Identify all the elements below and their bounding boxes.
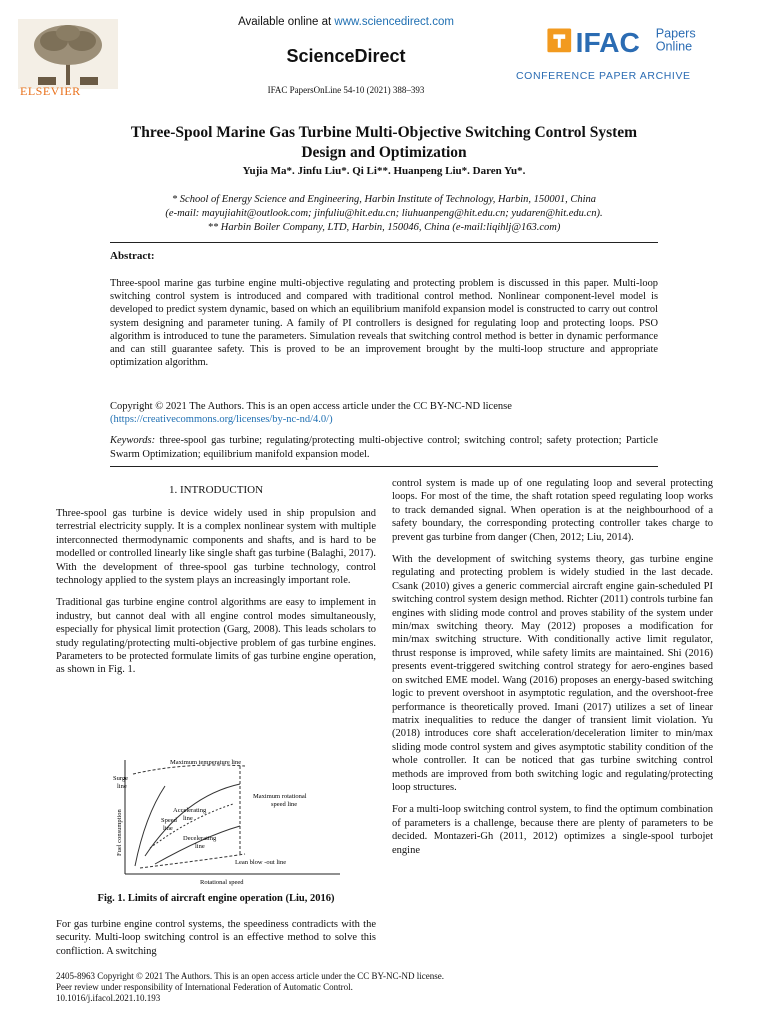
left-column-text bbox=[56, 507, 376, 686]
abstract-copyright bbox=[110, 400, 658, 426]
affiliation-2: ** Harbin Boiler Company, LTD, Harbin, 150046, China (e-mail:liqihlj@163.com) bbox=[207, 222, 561, 233]
figure-engine-limits bbox=[95, 756, 345, 886]
label-accel-line: line bbox=[183, 815, 193, 822]
paper-title bbox=[50, 123, 718, 163]
abstract-text: Three-spool marine gas turbine engine multi-objective regulating and protecting problem is discussed in this paper. Multi-loop switching control system is introduced and compared with traditional control method. Nonlinear component-level model is developed to predict system dynamic, based on which an equilibrium manifold expansion model is constructed to carry out control system designing and parameter tuning. A family of PI controllers is designed for regulating loop and protecting loops. PSO algorithm is introduced to tune the parameters. Simulation reveals that switching control method is better in dynamic performance and can still guarantee safety. This is proved to be an improvement brought by the multi-loop structure and appropriate optimization algorithm. bbox=[110, 278, 658, 369]
paragraph: With the development of switching systems theory, gas turbine engine regulating and protecting problem is widely studied in the last decade. Csank (2010) gives a generic commercial aircraft engine gain-scheduled PI switching control system design method. Richter (2011) controls turbine fan engines with sliding mode control and proves stability of the system under min/max switching theory. May (2012) proposes a modification for min/max switching structure. With conditionally active limit regulator, thrust response is improved, while safety limits are maintained. Shi (2016) presents event-triggered switching control strategy for aero-engines based on switched EME model. Wang (2016) proposes an energy-based switching logic to prevent overshoot in asymptotic regulation, and the overshoot-free performance is theoretically proved. Imani (2017) utilizes a set of linear matrix inequalities to reduce the danger of transient limit violation. Yu (2018) introduces core shaft acceleration/deceleration limiter to min/max sliding mode control system and gives asymptotic stability condition of the whole controller. It can be noticed that gas turbine switching control methods are improved from both switching logic and regulating/protecting loop structures. bbox=[392, 554, 713, 793]
footer-issn: 2405-8963 Copyright © 2021 The Authors. This is an open access article under the CC BY-NC-ND license. bbox=[56, 971, 444, 981]
label-lean: Lean blow -out line bbox=[235, 859, 287, 866]
title-line-2: Design and Optimization bbox=[301, 144, 467, 161]
footer-doi: 10.1016/j.ifacol.2021.10.193 bbox=[56, 993, 161, 1003]
title-line-1: Three-Spool Marine Gas Turbine Multi-Objective Switching Control System bbox=[130, 124, 638, 141]
figure-caption: Fig. 1. Limits of aircraft engine operation (Liu, 2016) bbox=[97, 893, 335, 904]
surge-line bbox=[135, 786, 165, 866]
copyright-text: Copyright © 2021 The Authors. This is an open access article under the CC BY-NC-ND license bbox=[110, 401, 512, 412]
ifac-online: Online bbox=[655, 39, 693, 54]
author-list: Yujia Ma*. Jinfu Liu*. Qi Li**. Huanpeng Liu*. Daren Yu*. bbox=[242, 165, 526, 177]
lean-line bbox=[140, 854, 245, 868]
sciencedirect-brand: ScienceDirect bbox=[286, 46, 406, 66]
label-surge-line: line bbox=[117, 783, 127, 790]
paragraph: Three-spool gas turbine is device widely used in ship propulsion and terrestrial electricity supply. It is a complex nonlinear system with multiple interconnected thermodynamic components and shafts, and is hard to be modelled or controlled linearly like single shaft gas turbine (Balaghi, 2017). With the development of three-spool gas turbine technology, control technology applied to the system plays an increasingly important role. bbox=[56, 508, 376, 587]
ifac-papers-online-logo bbox=[516, 24, 748, 70]
label-ylabel: Fuel consumption bbox=[116, 809, 123, 856]
paragraph: For a multi-loop switching control system, to find the optimum combination of parameters is a challenge, because there are plenty of parameters to be decided. Montazeri-Gh (2011, 2012) optimizes a single-spool turbojet engine bbox=[392, 804, 713, 856]
ifac-papers: Papers bbox=[655, 26, 696, 41]
label-max-rot: Maximum rotational bbox=[253, 793, 307, 800]
abstract-top-rule bbox=[110, 242, 658, 243]
journal-reference: IFAC PapersOnLine 54-10 (2021) 388–393 bbox=[267, 85, 425, 95]
paragraph: Traditional gas turbine engine control algorithms are easy to implement in industry, but cannot deal with all engine control modes simultaneously, especially for physical limit protection (Garg, 2008). This leads scholars to study regulating/protecting multi-objective problem of gas turbine engines. Parameters to be protected formulate limits of gas turbine engine operation, as shown in Fig. 1. bbox=[56, 597, 376, 676]
keywords-label: Keywords: bbox=[110, 435, 156, 446]
sciencedirect-link[interactable]: www.sciencedirect.com bbox=[334, 16, 454, 28]
label-speed: Speed bbox=[161, 817, 177, 824]
label-xlabel: Rotational speed bbox=[200, 879, 244, 886]
label-surge: Surge bbox=[113, 775, 129, 782]
label-accel: Accelerating bbox=[173, 807, 207, 814]
label-decel: Decelerating bbox=[183, 835, 217, 842]
abstract-heading: Abstract: bbox=[110, 250, 155, 262]
abstract-bottom-rule bbox=[110, 466, 658, 467]
keywords-text: three-spool gas turbine; regulating/protecting multi-objective control; switching control; safety protection; Particle Swarm Optimization; equilibrium manifold expansion model. bbox=[110, 435, 658, 460]
left-column-after-figure: For gas turbine engine control systems, the speediness contradicts with the security. Multi-loop switching control is an effective method to solve this confliction. A switching bbox=[56, 919, 376, 957]
max-temp-line bbox=[133, 765, 245, 774]
ifac-text: IFAC bbox=[575, 26, 640, 59]
label-decel-line: line bbox=[195, 843, 205, 850]
label-speed-line: line bbox=[163, 825, 173, 832]
affiliation-1: * School of Energy Science and Engineering, Harbin Institute of Technology, Harbin, 150001, China bbox=[171, 194, 597, 205]
footer-peer-review: Peer review under responsibility of International Federation of Automatic Control. bbox=[56, 982, 353, 992]
license-link[interactable]: (https://creativecommons.org/licenses/by-nc-nd/4.0/) bbox=[110, 414, 333, 425]
paragraph: control system is made up of one regulating loop and several protecting loops. For most of the time, the shaft rotation speed regulating loop works to track demanded signal. When operation is at the neighbourhood of a safety boundary, the corresponding protecting controller takes charge to prevent gas turbine from danger (Chen, 2012; Liu, 2014). bbox=[392, 478, 713, 543]
footer-notes bbox=[56, 971, 444, 1004]
ifac-archive-label: CONFERENCE PAPER ARCHIVE bbox=[516, 70, 691, 82]
label-max-temp: Maximum temperature line bbox=[170, 759, 242, 766]
elsevier-wordmark: ELSEVIER bbox=[20, 84, 81, 98]
label-max-rot-line: speed line bbox=[271, 801, 298, 808]
affiliation-emails: (e-mail: mayujiahit@outlook.com; jinfuliu@hit.edu.cn; liuhuanpeng@hit.edu.cn; yudaren@hit.edu.cn). bbox=[165, 208, 603, 219]
available-prefix: Available online at bbox=[238, 16, 335, 28]
keywords bbox=[110, 434, 658, 461]
section-heading-introduction: 1. INTRODUCTION bbox=[168, 484, 264, 496]
right-column-text bbox=[392, 477, 713, 866]
